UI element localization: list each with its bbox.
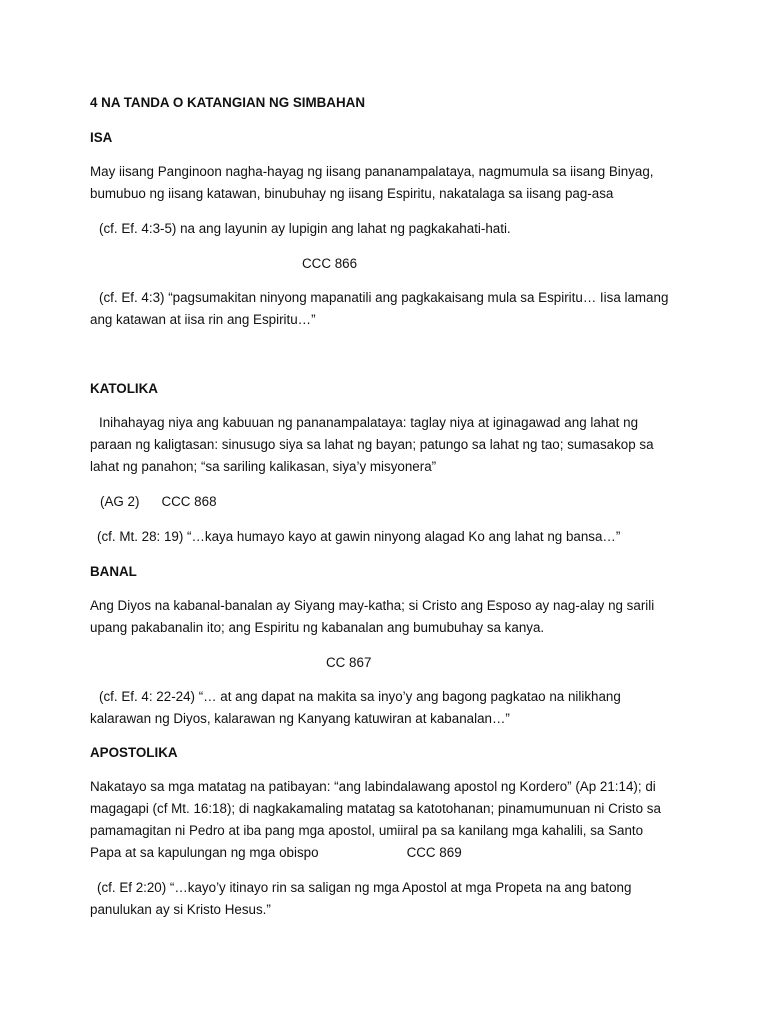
apostolika-paragraph-line — [90, 842, 462, 864]
apostolika-quote-line: panulukan ay si Kristo Hesus.” — [90, 902, 271, 917]
isa-paragraph-line: bumubuo ng iisang katawan, binubuhay ng iisang Espiritu, nakatalaga sa iisang pag-asa — [90, 186, 614, 201]
katolika-paragraph-line: lahat ng panahon; “sa sariling kalikasan, siya’y misyonera” — [90, 459, 437, 474]
heading-isa: ISA — [90, 130, 113, 145]
isa-ccc-reference: CCC 866 — [302, 256, 358, 271]
heading-apostolika: APOSTOLIKA — [90, 745, 178, 760]
isa-citation: (cf. Ef. 4:3-5) na ang layunin ay lupigin ang lahat ng pagkakahati-hati. — [99, 221, 511, 236]
apostolika-paragraph-line: magagapi (cf Mt. 16:18); di nagkakamaling matatag sa katotohanan; pinamumunuan ni Cristo sa — [90, 801, 661, 816]
isa-quote-line: ang katawan at iisa rin ang Espiritu…” — [90, 312, 316, 327]
katolika-ccc-reference: CCC 868 — [161, 494, 217, 509]
banal-paragraph-line: Ang Diyos na kabanal-banalan ay Siyang may-katha; si Cristo ang Esposo ay nag-alay ng sarili — [90, 598, 655, 613]
katolika-ag-reference: (AG 2) — [100, 494, 140, 509]
apostolika-paragraph-end: Papa at sa kapulungan ng mga obispo — [90, 845, 319, 860]
katolika-citation: (cf. Mt. 28: 19) “…kaya humayo kayo at gawin ninyong alagad Ko ang lahat ng bansa…” — [97, 529, 621, 544]
banal-paragraph-line: upang pakabanalin ito; ang Espiritu ng kabanalan ang bumubuhay sa kanya. — [90, 620, 545, 635]
isa-quote-line: (cf. Ef. 4:3) “pagsumakitan ninyong mapanatili ang pagkakaisang mula sa Espiritu… Iisa lamang — [99, 290, 669, 305]
katolika-references — [100, 491, 217, 513]
heading-katolika: KATOLIKA — [90, 381, 158, 396]
isa-paragraph-line: May iisang Panginoon nagha-hayag ng iisang pananampalataya, nagmumula sa iisang Binyag, — [90, 164, 654, 179]
katolika-paragraph-line: Inihahayag niya ang kabuuan ng pananampalataya: taglay niya at iginagawad ang lahat ng — [99, 415, 639, 430]
apostolika-paragraph-line: Nakatayo sa mga matatag na patibayan: “ang labindalawang apostol ng Kordero” (Ap 21:14); di — [90, 779, 656, 794]
heading-banal: BANAL — [90, 564, 137, 579]
banal-quote-line: kalarawan ng Diyos, kalarawan ng Kanyang katuwiran at kabanalan…” — [90, 711, 510, 726]
banal-quote-line: (cf. Ef. 4: 22-24) “… at ang dapat na makita sa inyo’y ang bagong pagkatao na nilikhang — [99, 689, 621, 704]
banal-cc-reference: CC 867 — [326, 655, 372, 670]
document-title: 4 NA TANDA O KATANGIAN NG SIMBAHAN — [90, 95, 365, 110]
apostolika-paragraph-line: pamamagitan ni Pedro at iba pang mga apostol, umiiral pa sa kanilang mga kahalili, sa Santo — [90, 823, 644, 838]
katolika-paragraph-line: paraan ng kaligtasan: sinusugo siya sa lahat ng bayan; patungo sa lahat ng tao; sumasakop sa — [90, 437, 654, 452]
apostolika-quote-line: (cf. Ef 2:20) “…kayo’y itinayo rin sa saligan ng mga Apostol at mga Propeta na ang batong — [97, 880, 632, 895]
apostolika-ccc-reference: CCC 869 — [406, 845, 462, 860]
